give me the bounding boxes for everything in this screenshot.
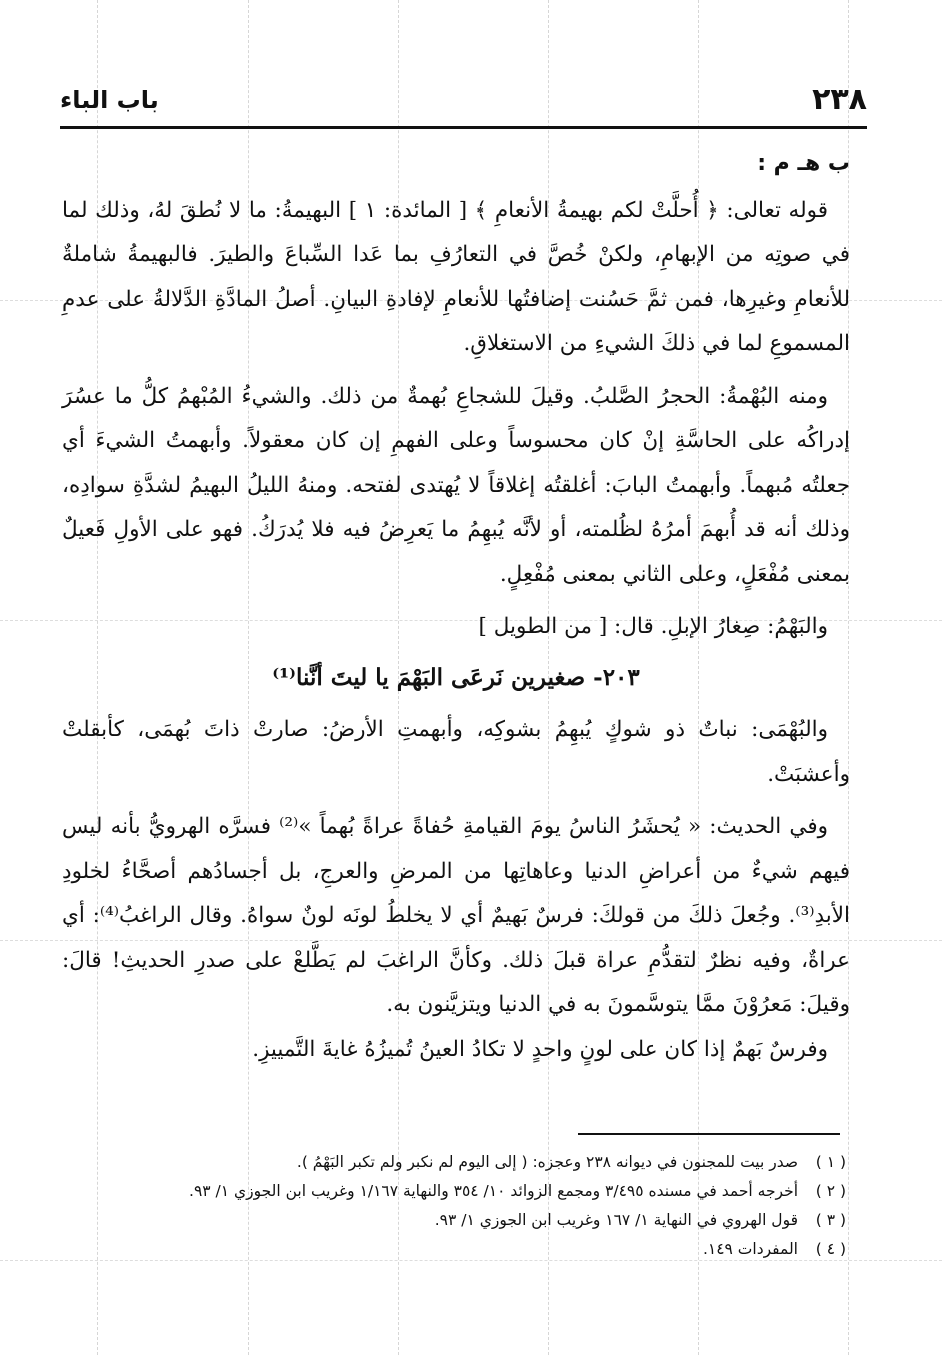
footnote-text: قول الهروي في النهاية ١/ ١٦٧ وغريب ابن الجوزي ١/ ٩٣. <box>434 1211 798 1229</box>
footnote-number: ( ٣ ) <box>815 1211 846 1229</box>
poetry-verse: ٢٠٣- صغيرين نَرعَى البَهْمَ يا ليتَ أنَّنا⁽¹⁾ <box>272 663 640 691</box>
header-rule <box>60 126 867 129</box>
footnote <box>66 1177 846 1206</box>
footnote-number: ( ٤ ) <box>815 1240 846 1258</box>
paragraph: قوله تعالى: ﴿ أُحلَّتْ لكم بهيمةُ الأنعامِ ﴾ [ المائدة: ١ ] البهيمةُ: ما لا نُطقَ لهُ، وذلك لما في صوتِه من الإبهامِ، ولكنْ خُصَّ في التعارُفِ بما عَدا السِّباعَ والطيرَ. فالبهيمةُ شاملةٌ للأنعامِ وغيرِها، فمن ثمَّ حَسُنت إضافتُها للأنعامِ لإفادةِ البيانِ. أصلُ المادَّةِ الدَّلالةُ على عدمِ المسموعِ لما في ذلكَ الشيءِ من الاستغلاقِ. <box>62 197 850 356</box>
paragraph: والبَهْمُ: صِغارُ الإبلِ. قال: [ من الطويل ] <box>478 614 828 639</box>
footnote <box>66 1206 846 1235</box>
footnotes <box>66 1148 846 1264</box>
footnote-separator <box>578 1133 840 1135</box>
footnote <box>66 1148 846 1177</box>
main-text <box>62 142 850 1072</box>
footnote-text: صدر بيت للمجنون في ديوانه ٢٣٨ وعجزه: ( إلى اليوم لم نكبر ولم تكبر البَهْمُ ). <box>296 1153 798 1171</box>
running-title: باب الباء <box>60 86 159 114</box>
footnote-number: ( ٢ ) <box>815 1182 846 1200</box>
footnote-number: ( ١ ) <box>815 1153 846 1171</box>
footnote-text: أخرجه أحمد في مسنده ٣/٤٩٥ ومجمع الزوائد ١٠/ ٣٥٤ والنهاية ١/١٦٧ وغريب ابن الجوزي ١/ ٩٣. <box>189 1182 798 1200</box>
paragraph: والبُهْمَى: نباتٌ ذو شوكٍ يُبهِمُ بشوكِه، وأبهمتِ الأرضُ: صارتْ ذاتَ بُهمَى، كأبقلتْ وأعشبَتْ. <box>62 717 850 787</box>
footnote-text: المفردات ١٤٩. <box>702 1240 798 1258</box>
paragraph: وفرسٌ بَهمٌ إذا كان على لونٍ واحدٍ لا تكادُ العينُ تُميزُهُ غايةَ التَّمييزِ. <box>252 1036 828 1062</box>
paragraph: وفي الحديث: « يُحشَرُ الناسُ يومَ القيامةِ حُفاةً عراةً بُهماً »⁽²⁾ فسرَّه الهرويُّ بأنه ليس فيهم شيءٌ من أعراضِ الدنيا وعاهاتِها من المرضِ والعرجِ، بل أجسادُهم أصحَّاءُ لخلودِ الأبدِ⁽³⁾. وجُعلَ ذلكَ من قولكَ: فرسٌ بَهيمٌ أي لا يخلطُ لونَه لونٌ سواهُ. وقال الراغبُ⁽⁴⁾: أي عراةٌ، وفيه نظرٌ لتقدُّمِ عراة قبلَ ذلك. وكأنَّ الراغبَ لم يَطَّلعْ على صدرِ الحديثِ! قالَ: وقيلَ: مَعرُوْنَ ممَّا يتوسَّمونَ به في الدنيا ويتزيَّنون به. <box>62 814 850 1017</box>
paragraph: ومنه البُهْمةُ: الحجرُ الصَّلبُ. وقيلَ للشجاعِ بُهمةٌ من ذلك. والشيءُ المُبْهمُ كلُّ ما عسُرَ إدراكُه على الحاسَّةِ إنْ كان محسوساً وعلى الفهمِ إن كان معقولاً. وأبهمتُ الشيءَ أي جعلتُه مُبهماً. وأبهمتُ البابَ: أغلقتُه إغلاقاً لا يُهتدى لفتحه. ومنهُ الليلُ البهيمُ لشدَّةِ سوادِه، وذلك أنه قد أُبهمَ أمرُهُ لظُلمته، أو لأنَّه يُبهِمُ ما يَعرِضُ فيه فلا يُدرَكُ. فهو على الأولِ فَعيلٌ بمعنى مُفْعَلٍ، وعلى الثاني بمعنى مُفْعِلٍ. <box>62 383 850 587</box>
page-header <box>60 76 867 126</box>
root-heading: ب هـ م : <box>757 151 850 176</box>
page-number: ٢٣٨ <box>812 82 867 117</box>
footnote <box>66 1235 846 1264</box>
